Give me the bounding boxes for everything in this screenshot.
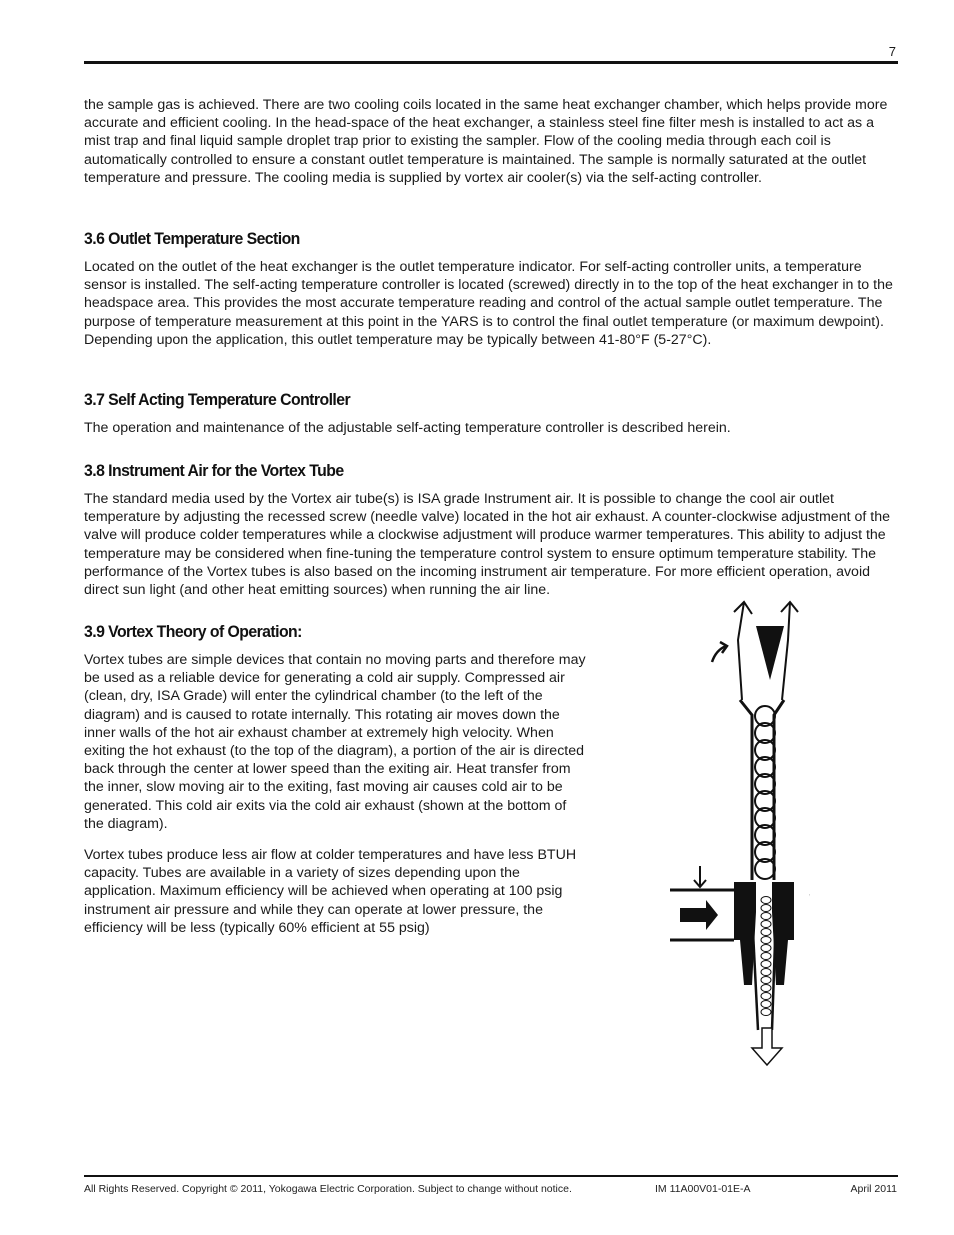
section-heading: 3.8 Instrument Air for the Vortex Tube	[84, 461, 344, 480]
page-number: 7	[888, 44, 896, 59]
needle-valve-icon	[756, 626, 784, 680]
footer-date: April 2011	[850, 1183, 897, 1195]
section-heading: 3.6 Outlet Temperature Section	[84, 229, 300, 248]
section-body-2: Vortex tubes produce less air flow at colder temperatures and have less BTUH capacity. Tubes are available in a variety of sizes depending upon the application. Maximum efficiency will be achieved when operating at 100 psig instrument air pressure and while they can operate at lower pressure, the efficiency will be less (typically 60% efficient at 55 psig)	[84, 847, 577, 936]
cold-exhaust-arrow-icon	[752, 1028, 782, 1065]
intro-paragraph: the sample gas is achieved. There are two cooling coils located in the same heat exchanger chamber, which helps provide more accurate and efficient cooling. In the head-space of the heat exchanger, a stainless steel fine filter mesh is installed to act as a mist trap and final liquid sample droplet trap prior to existing the sampler. Flow of the cooling media through each coil is automatically controlled to ensure a constant outlet temperature is maintained. The sample is normally saturated at the outlet temperature and pressure. The cooling media is supplied by vortex air cooler(s) via the self-acting controller.	[84, 97, 888, 186]
small-swirl-coil	[761, 961, 771, 968]
small-swirl-coil	[761, 921, 771, 928]
header-rule	[84, 61, 898, 64]
small-swirl-coil	[761, 897, 771, 904]
inlet-down-arrow-icon	[694, 866, 706, 887]
small-swirl-coil	[761, 953, 771, 960]
small-swirl-coil	[761, 945, 771, 952]
small-swirl-coil	[761, 913, 771, 920]
small-swirl-coil	[761, 929, 771, 936]
cold-swirl-coils	[761, 897, 771, 1016]
vortex-tube-diagram	[660, 600, 810, 1070]
footer-rule	[84, 1175, 898, 1177]
swirl-coils	[755, 706, 775, 879]
small-swirl-coil	[761, 977, 771, 984]
footer-doc-id: IM 11A00V01-01E-A	[655, 1183, 751, 1195]
small-swirl-coil	[761, 937, 771, 944]
section-heading: 3.9 Vortex Theory of Operation:	[84, 622, 302, 641]
section-body: The standard media used by the Vortex air tube(s) is ISA grade Instrument air. It is possible to change the cool air outlet temperature by adjusting the recessed screw (needle valve) located in the hot air exhaust. A counter-clockwise adjustment of the valve will produce colder temperatures while a clockwise adjustment will produce warmer temperatures. This ability to adjust the temperature may be considered when fine-tuning the temperature control system to ensure optimum temperature stability. The performance of the Vortex tubes is also based on the incoming instrument air temperature. For more efficient operation, avoid direct sun light (and other heat emitting sources) when running the air line.	[84, 491, 890, 599]
intro-paragraph-block	[84, 96, 898, 187]
section-3-8	[84, 461, 898, 599]
small-swirl-coil	[761, 969, 771, 976]
section-body: Located on the outlet of the heat exchanger is the outlet temperature indicator. For self-acting controller units, a temperature sensor is installed. The self-acting temperature controller is located (screwed) directly in to the top of the heat exchanger in to the headspace area. This provides the most accurate temperature reading and control of the actual sample outlet temperature. The purpose of temperature measurement at this point in the YARS is to control the final outlet temperature (or maximum dewpoint). Depending upon the application, this outlet temperature may be typically between 41-80°F (5-27°C).	[84, 259, 893, 348]
hot-tube-body	[740, 700, 784, 880]
small-swirl-coil	[761, 1001, 771, 1008]
small-swirl-coil	[761, 985, 771, 992]
small-swirl-coil	[761, 1009, 771, 1016]
cold-tube-walls	[752, 912, 776, 1030]
small-swirl-coil	[761, 905, 771, 912]
vortex-chamber	[734, 882, 794, 985]
small-swirl-coil	[761, 993, 771, 1000]
section-heading: 3.7 Self Acting Temperature Controller	[84, 390, 351, 409]
section-3-7	[84, 390, 898, 437]
footer-copyright: All Rights Reserved. Copyright © 2011, Yokogawa Electric Corporation. Subject to change without notice.	[84, 1183, 572, 1195]
section-body: The operation and maintenance of the adjustable self-acting temperature controller is described herein.	[84, 420, 731, 436]
section-body-1: Vortex tubes are simple devices that contain no moving parts and therefore may be used as a reliable device for generating a cold air supply. Compressed air (clean, dry, ISA Grade) will enter the cylindrical chamber (to the left of the diagram) and is caused to rotate internally. This rotating air moves down the inner walls of the hot air exhaust chamber at extremely high velocity. When exiting the hot exhaust (to the top of the diagram), a portion of the air is directed back through the center at lower speed than the exiting air. Heat transfer from the inner, slow moving air to the exiting, fast moving air causes cold air to be generated. This cold air exits via the cold air exhaust (shown at the bottom of the diagram).	[84, 652, 586, 832]
inlet-arrow-icon	[680, 900, 718, 930]
rotation-arrow-icon	[712, 642, 810, 888]
section-3-6	[84, 229, 898, 349]
